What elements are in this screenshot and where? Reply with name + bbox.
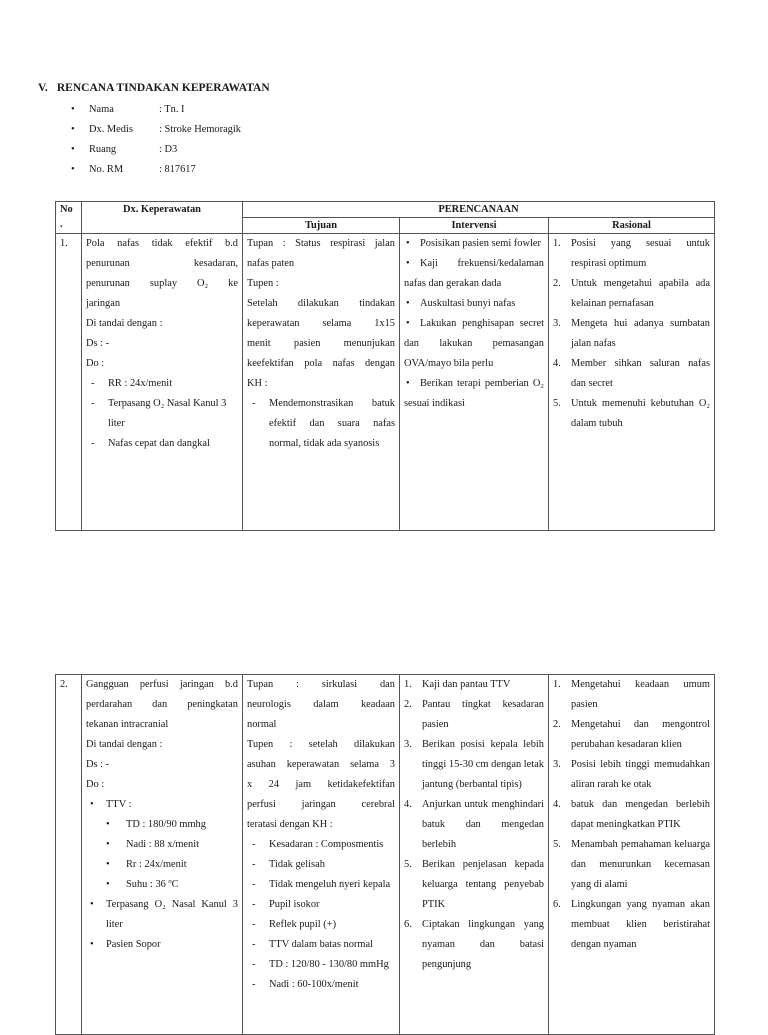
list-item: 2. Untuk mengetahui apabila ada kelainan pernafasan <box>553 278 710 309</box>
tujuan-cell: Tupan : Status respirasi jalan nafas paten Tupen : Setelah dilakukan tindakan keperawatan selama 1x15 menit pasien menunjukan keefektifan pola nafas dengan KH : - Mendemonstrasikan batuk efektif dan suara nafas normal, tidak ada syanosis <box>243 234 400 531</box>
list-item: • Terpasang O₂ Nasal Kanul 3 liter <box>86 895 238 935</box>
list-item: - TTV dalam batas normal <box>247 935 395 955</box>
list-item: 5. Menambah pemahaman keluarga dan menurunkan kecemasan yang di alami <box>553 839 710 890</box>
header-perencanaan: PERENCANAAN <box>243 202 715 218</box>
patient-info-item: • Dx. Medis : Stroke Hemoragik <box>71 120 241 140</box>
list-item: 4. Anjurkan untuk menghindari batuk dan mengedan berlebih <box>404 799 544 850</box>
list-item: - Tidak mengeluh nyeri kepala <box>247 875 395 895</box>
section-number: V. <box>38 82 48 94</box>
list-item: 3. Mengeta hui adanya sumbatan jalan nafas <box>553 318 710 349</box>
list-item: • TD : 180/90 mmhg <box>86 815 238 835</box>
list-item: - Nadi : 60-100x/menit <box>247 975 395 995</box>
patient-info-item: • Ruang : D3 <box>71 140 241 160</box>
list-item: - Pupil isokor <box>247 895 395 915</box>
list-item: 2. Mengetahui dan mengontrol perubahan kesadaran klien <box>553 719 710 750</box>
list-item: • Auskultasi bunyi nafas <box>406 298 516 309</box>
list-item: - RR : 24x/menit <box>86 374 238 394</box>
care-plan-table <box>55 201 715 531</box>
row-number: 1. <box>56 234 82 531</box>
header-no: No . <box>56 202 82 234</box>
bullet-icon: • <box>71 144 75 155</box>
row-number: 2. <box>56 675 82 1035</box>
patient-info-item: • No. RM : 817617 <box>71 160 241 180</box>
diagnosis-cell: Gangguan perfusi jaringan b.d perdarahan dan peningkatan tekanan intracranial Di tandai dengan : Ds : - Do : • TTV : • TD : 180/90 mmhg • Nadi : 88 x/menit • Rr : 24x/menit • Suhu : 36 ºC • Terpasang O₂ Nasal Kanul 3 liter • Pasien Sopor <box>82 675 243 1035</box>
list-item: 4. Member sihkan saluran nafas dan secret <box>553 358 710 389</box>
list-item: • Kaji frekuensi/kedalaman nafas dan gerakan dada <box>404 258 544 289</box>
list-item: - Kesadaran : Composmentis <box>247 835 395 855</box>
list-item: - Reflek pupil (+) <box>247 915 395 935</box>
list-item: - Tidak gelisah <box>247 855 395 875</box>
header-dx: Dx. Keperawatan <box>82 202 243 234</box>
list-item: - Mendemonstrasikan batuk efektif dan suara nafas normal, tidak ada syanosis <box>247 394 395 454</box>
list-item: • Suhu : 36 ºC <box>86 875 238 895</box>
list-item: - Nafas cepat dan dangkal <box>86 434 238 454</box>
intervensi-cell <box>400 234 549 531</box>
list-item: 4. batuk dan mengedan berlebih dapat meningkatkan PTIK <box>553 799 710 830</box>
section-heading <box>38 80 270 96</box>
list-item: • TTV : • TD : 180/90 mmhg • Nadi : 88 x/menit • Rr : 24x/menit • Suhu : 36 ºC <box>86 795 238 895</box>
bullet-icon: • <box>71 124 75 135</box>
list-item: 5. Berikan penjelasan kepada keluarga tentang penyebab PTIK <box>404 859 544 910</box>
list-item: 2. Pantau tingkat kesadaran pasien <box>404 699 544 730</box>
list-item: • Rr : 24x/menit <box>86 855 238 875</box>
table-row <box>56 675 715 1035</box>
intervensi-cell <box>400 675 549 1035</box>
list-item: • Posisikan pasien semi fowler <box>406 238 541 249</box>
table-row <box>56 234 715 531</box>
list-item: • Pasien Sopor <box>86 935 238 955</box>
list-item: 3. Berikan posisi kepala lebih tinggi 15-30 cm dengan letak jantung (berbantal tipis) <box>404 739 544 790</box>
list-item: 6. Ciptakan lingkungan yang nyaman dan batasi pengunjung <box>404 919 544 970</box>
header-rasional: Rasional <box>549 218 715 234</box>
list-item: 3. Posisi lebih tinggi memudahkan aliran rarah ke otak <box>553 759 710 790</box>
table-header-row <box>56 202 715 218</box>
patient-info-list <box>71 100 241 180</box>
section-title: RENCANA TINDAKAN KEPERAWATAN <box>56 82 270 94</box>
diagnosis-cell: Pola nafas tidak efektif b.d penurunan kesadaran, penurunan suplay O₂ ke jaringan Di tandai dengan : Ds : - Do : - RR : 24x/menit - Terpasang O₂ Nasal Kanul 3 liter - Nafas cepat dan dangkal <box>82 234 243 531</box>
patient-info-item: • Nama : Tn. I <box>71 100 241 120</box>
list-item: 6. Lingkungan yang nyaman akan membuat klien beristirahat dengan nyaman <box>553 899 710 950</box>
header-intervensi: Intervensi <box>400 218 549 234</box>
list-item: 1. Posisi yang sesuai untuk respirasi optimum <box>553 238 710 269</box>
list-item: • Nadi : 88 x/menit <box>86 835 238 855</box>
list-item: 1. Kaji dan pantau TTV <box>404 679 511 690</box>
list-item: - TD : 120/80 - 130/80 mmHg <box>247 955 395 975</box>
header-tujuan: Tujuan <box>243 218 400 234</box>
care-plan-table-continued <box>55 674 715 1035</box>
rasional-cell <box>549 675 715 1035</box>
list-item: 1. Mengetahui keadaan umum pasien <box>553 679 710 710</box>
rasional-cell <box>549 234 715 531</box>
list-item: • Berikan terapi pemberian O₂ sesuai indikasi <box>404 378 544 409</box>
bullet-icon: • <box>71 104 75 115</box>
list-item: • Lakukan penghisapan secret dan lakukan pemasangan OVA/mayo bila perlu <box>404 318 544 369</box>
tujuan-cell: Tupan : sirkulasi dan neurologis dalam keadaan normal Tupen : setelah dilakukan asuhan keperawatan selama 3 x 24 jam ketidakefektifan perfusi jaringan cerebral teratasi dengan KH : - Kesadaran : Composmentis - Tidak gelisah - Tidak mengeluh nyeri kepala - Pupil isokor - Reflek pupil (+) - TTV dalam batas normal - TD : 120/80 - 130/80 mmHg - Nadi : 60-100x/menit <box>243 675 400 1035</box>
list-item: 5. Untuk memenuhi kebutuhan O₂ dalam tubuh <box>553 398 710 429</box>
list-item: - Terpasang O₂ Nasal Kanul 3 liter <box>86 394 238 434</box>
bullet-icon: • <box>71 164 75 175</box>
